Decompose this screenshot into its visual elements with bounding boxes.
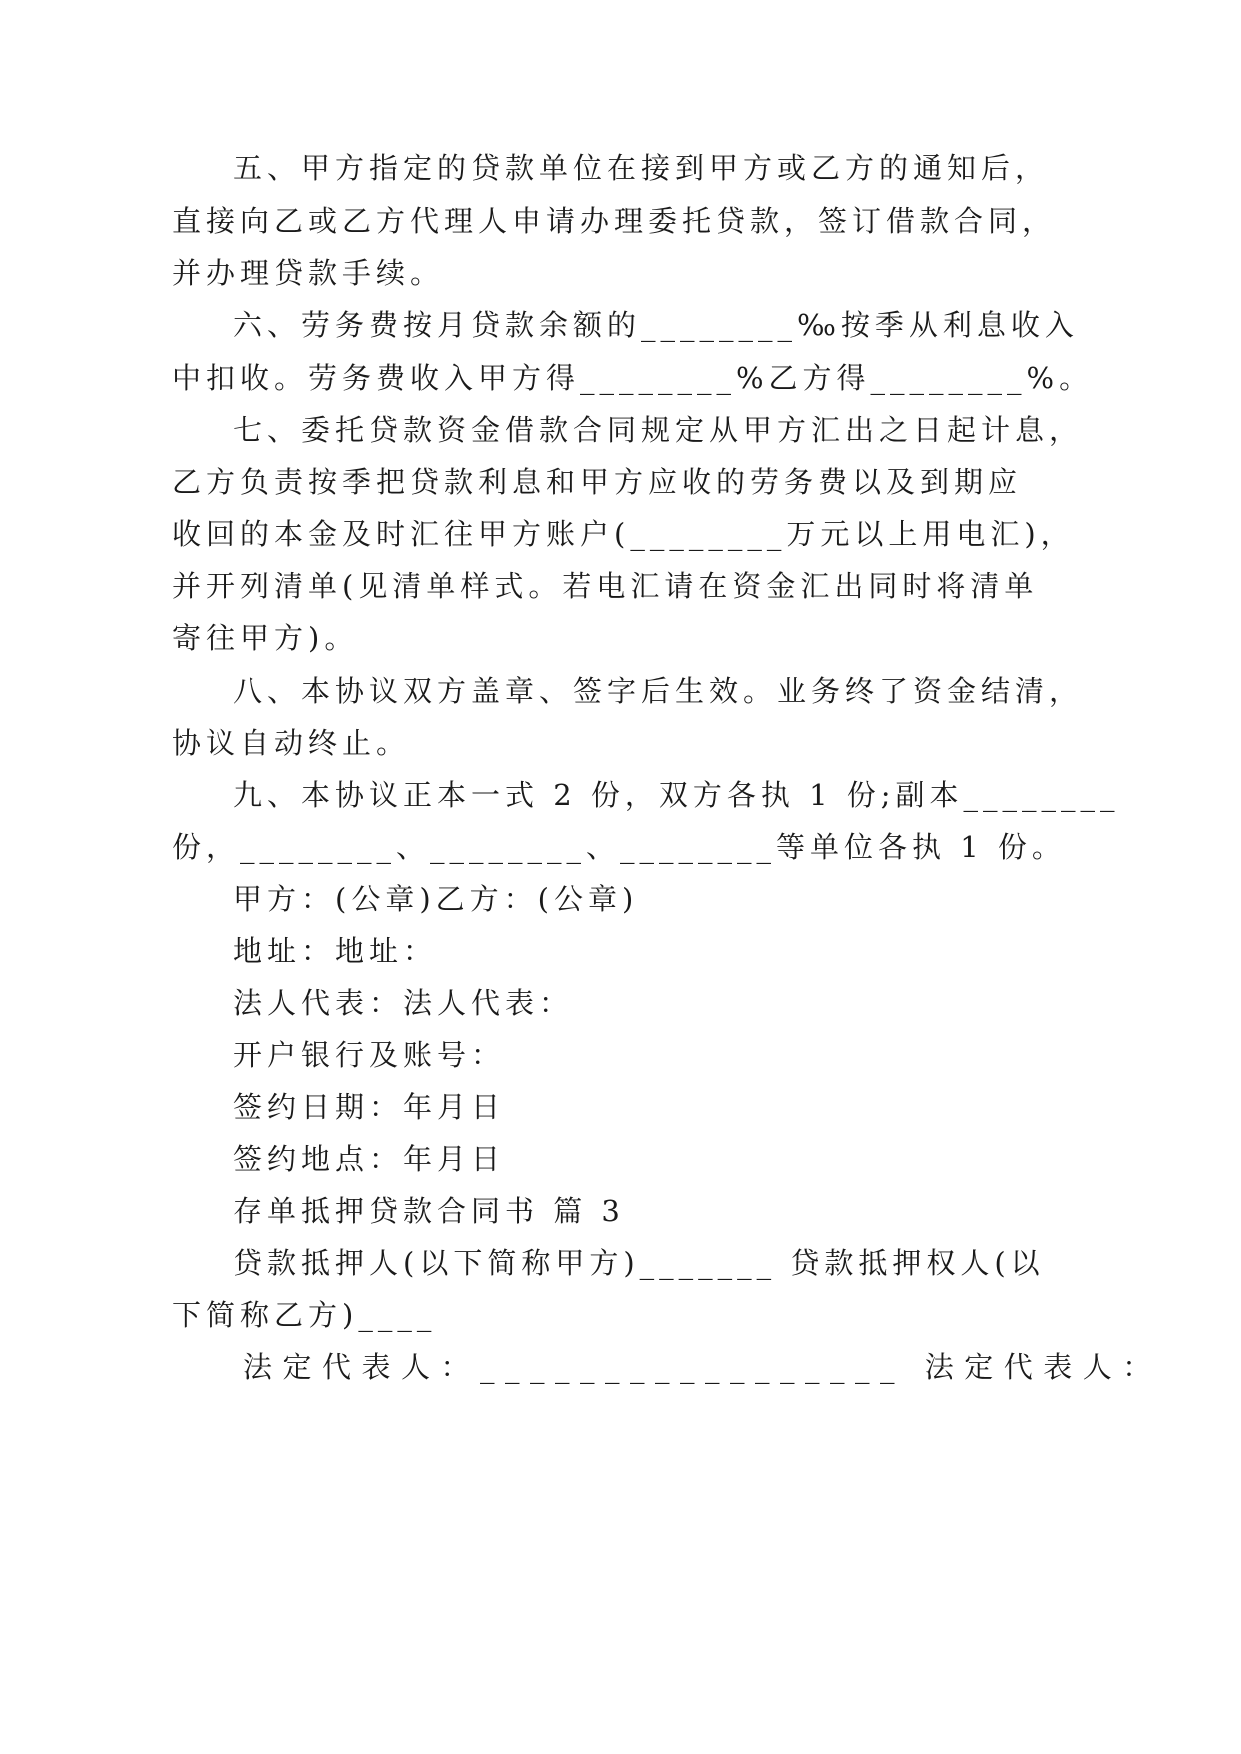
paragraph-6-line-1: 六、劳务费按月贷款余额的________‰按季从利息收入: [233, 308, 1079, 342]
paragraph-7-line-4: 并开列清单(见清单样式。若电汇请在资金汇出同时将清单: [172, 569, 1039, 603]
paragraph-8-line-2: 协议自动终止。: [172, 726, 411, 760]
paragraph-7-line-3: 收回的本金及时汇往甲方账户(________万元以上用电汇)，: [172, 517, 1075, 551]
legal-representative-line: 法定代表人：_________________ 法定代表人：: [243, 1350, 1162, 1384]
signature-address-line: 地址：地址：: [233, 934, 438, 968]
paragraph-8-line-1: 八、本协议双方盖章、签字后生效。业务终了资金结清，: [233, 674, 1084, 708]
signature-legal-rep-line: 法人代表：法人代表：: [233, 986, 574, 1020]
paragraph-5-line-2: 直接向乙或乙方代理人申请办理委托贷款，签订借款合同，: [172, 204, 1057, 238]
mortgage-party-line-1: 贷款抵押人(以下简称甲方)_______ 贷款抵押权人(以: [233, 1246, 1045, 1280]
mortgage-party-line-2: 下简称乙方)____: [172, 1298, 437, 1332]
paragraph-5-line-3: 并办理贷款手续。: [172, 256, 445, 290]
paragraph-7-line-1: 七、委托贷款资金借款合同规定从甲方汇出之日起计息，: [233, 413, 1084, 447]
section-heading: 存单抵押贷款合同书 篇 3: [233, 1194, 625, 1228]
paragraph-7-line-5: 寄往甲方)。: [172, 621, 359, 655]
paragraph-6-line-2: 中扣收。劳务费收入甲方得________%乙方得________%。: [172, 361, 1094, 395]
signature-place-line: 签约地点：年月日: [233, 1142, 506, 1176]
paragraph-9-line-1: 九、本协议正本一式 2 份，双方各执 1 份;副本________: [233, 778, 1120, 812]
paragraph-5-line-1: 五、甲方指定的贷款单位在接到甲方或乙方的通知后，: [233, 151, 1050, 185]
paragraph-7-line-2: 乙方负责按季把贷款利息和甲方应收的劳务费以及到期应: [172, 465, 1023, 499]
signature-bank-account-line: 开户银行及账号：: [233, 1038, 506, 1072]
paragraph-9-line-2: 份，________、________、________等单位各执 1 份。: [172, 830, 1066, 864]
signature-date-line: 签约日期：年月日: [233, 1090, 506, 1124]
signature-party-line: 甲方：(公章)乙方：(公章): [233, 882, 639, 916]
